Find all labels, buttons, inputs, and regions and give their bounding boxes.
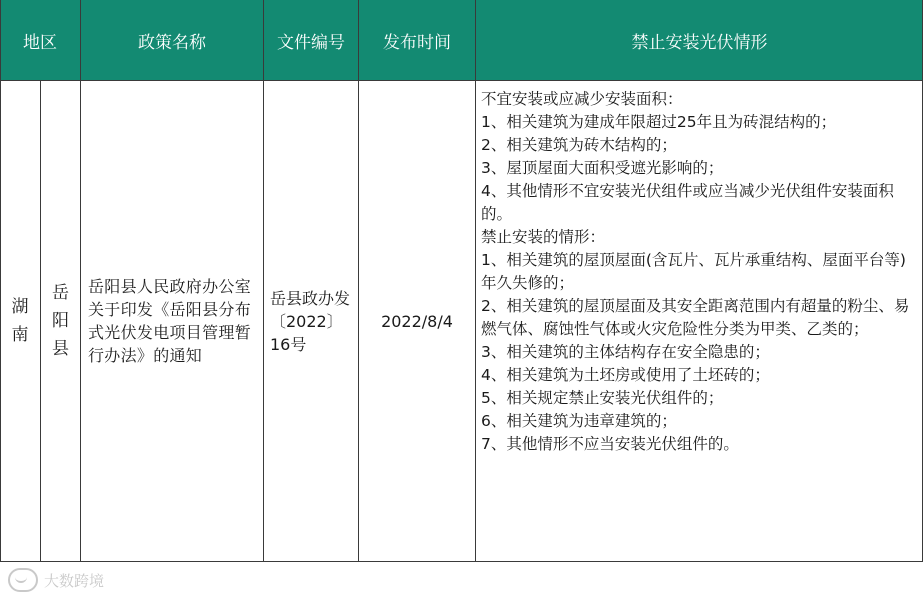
- grid-line: [475, 0, 476, 562]
- province-char: 南: [11, 325, 29, 345]
- publish-date-cell: [359, 81, 475, 561]
- region-province: [0, 81, 40, 561]
- header-region: 地区: [0, 0, 80, 80]
- condition-item: 3、屋顶屋面大面积受遮光影响的；: [481, 159, 724, 177]
- conditions-list: [481, 88, 919, 456]
- doc-number: 岳县政办发〔2022〕16号: [270, 288, 351, 354]
- conditions-heading: 不宜安装或应减少安装面积：: [481, 90, 683, 108]
- publish-date: 2022/8/4: [381, 311, 453, 331]
- watermark: [8, 568, 104, 592]
- policy-name: 岳阳县人民政府办公室关于印发《岳阳县分布式光伏发电项目管理暂行办法》的通知: [88, 277, 252, 365]
- policy-name-cell: [88, 81, 258, 561]
- grid-line: [263, 0, 264, 562]
- condition-item: 1、相关建筑的屋顶屋面(含瓦片、瓦片承重结构、屋面平台等)年久失修的；: [481, 251, 906, 292]
- watermark-logo-icon: [8, 568, 38, 592]
- province-char: 湖: [11, 297, 29, 317]
- header-prohibited: 禁止安装光伏情形: [476, 0, 923, 80]
- condition-item: 3、相关建筑的主体结构存在安全隐患的；: [481, 343, 770, 361]
- grid-line: [80, 0, 81, 562]
- region-county: [41, 81, 80, 561]
- doc-number-cell: [270, 81, 354, 561]
- conditions-heading: 禁止安装的情形：: [481, 228, 606, 246]
- condition-item: 4、相关建筑为土坯房或使用了土坯砖的；: [481, 366, 770, 384]
- condition-item: 2、相关建筑的屋顶屋面及其安全距离范围内有超量的粉尘、易燃气体、腐蚀性气体或火灾危险性分类为甲类、乙类的；: [481, 297, 910, 338]
- condition-item: 2、相关建筑为砖木结构的；: [481, 136, 677, 154]
- condition-item: 5、相关规定禁止安装光伏组件的；: [481, 389, 724, 407]
- header-doc-number: 文件编号: [264, 0, 358, 80]
- county-char: 岳: [52, 283, 69, 303]
- grid-line: [0, 561, 923, 562]
- condition-item: 7、其他情形不应当安装光伏组件的。: [481, 435, 739, 453]
- county-char: 阳: [52, 311, 69, 331]
- condition-item: 4、其他情形不宜安装光伏组件或应当减少光伏组件安装面积的。: [481, 182, 894, 223]
- header-policy-name: 政策名称: [81, 0, 263, 80]
- header-publish-date: 发布时间: [359, 0, 475, 80]
- condition-item: 6、相关建筑为违章建筑的；: [481, 412, 677, 430]
- condition-item: 1、相关建筑为建成年限超过25年且为砖混结构的；: [481, 113, 837, 131]
- county-char: 县: [52, 339, 69, 359]
- watermark-text: 大数跨境: [44, 571, 105, 590]
